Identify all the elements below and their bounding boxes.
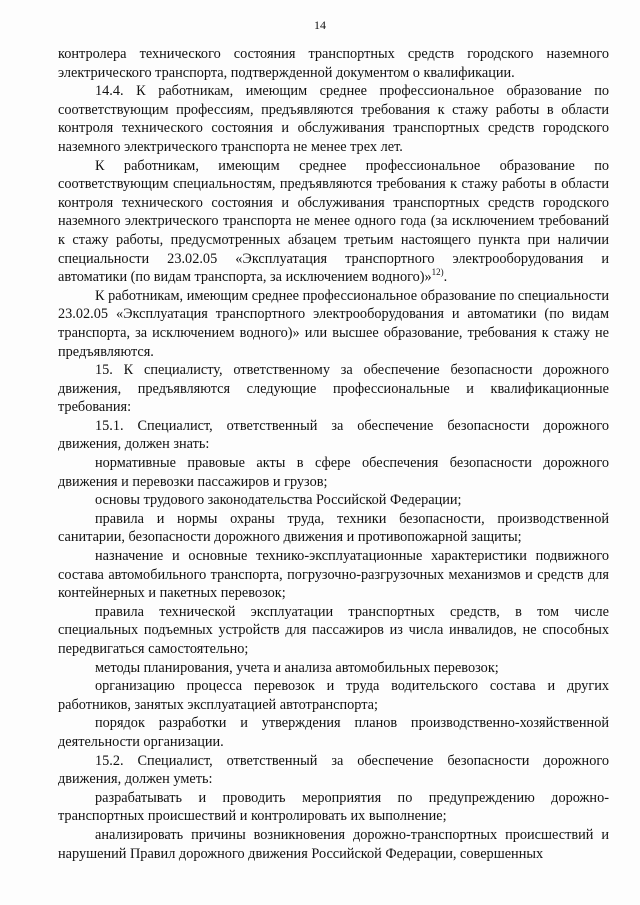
paragraph: контролера технического состояния транспортных средств городского наземного электрического транспорта, подтвержденной документом о квалификации. xyxy=(58,46,609,81)
paragraph: К работникам, имеющим среднее профессиональное образование по специальности 23.02.05 «Эксплуатация транспортного электрооборудования и автоматики (по видам транспорта, за исключением водного)» или высшее образование, требования к стажу не предъявляются. xyxy=(58,287,609,360)
list-item: правила технической эксплуатации транспортных средств, в том числе специальных подъемных устройств для пассажиров из числа инвалидов, не способных передвигаться самостоятельно; xyxy=(58,603,609,657)
list-item: нормативные правовые акты в сфере обеспечения безопасности дорожного движения и перевозки пассажиров и грузов; xyxy=(58,455,609,490)
page-number: 14 xyxy=(314,18,326,32)
footnote-reference: 12) xyxy=(431,267,444,278)
list-item: организацию процесса перевозок и труда водительского состава и других работников, занятых эксплуатацией автотранспорта; xyxy=(58,678,609,713)
document-body xyxy=(58,45,609,863)
list-item: основы трудового законодательства Российской Федерации; xyxy=(95,492,462,509)
paragraph: 14.4. К работникам, имеющим среднее профессиональное образование по соответствующим профессиям, предъявляются требования к стажу работы в области контроля технического состояния и обслуживания транспортных средств городского наземного электрического транспорта не менее трех лет. xyxy=(58,83,609,155)
list-item: правила и нормы охраны труда, техники безопасности, производственной санитарии, безопасности дорожного движения и противопожарной защиты; xyxy=(58,510,609,546)
list-item: порядок разработки и утверждения планов производственно-хозяйственной деятельности организации. xyxy=(58,715,609,750)
paragraph: 15. К специалисту, ответственному за обеспечение безопасности дорожного движения, предъявляются следующие профессиональные и квалификационные требования: xyxy=(58,362,609,416)
paragraph: 15.1. Специалист, ответственный за обеспечение безопасности дорожного движения, должен знать: xyxy=(58,417,609,453)
list-item: анализировать причины возникновения дорожно-транспортных происшествий и нарушений Правил дорожного движения Российской Федерации, совершенных xyxy=(58,826,609,862)
list-item: назначение и основные технико-эксплуатационные характеристики подвижного состава автомобильного транспорта, погрузочно-разгрузочных механизмов и средств для контейнерных и пакетных перевозок; xyxy=(58,548,609,602)
paragraph: 15.2. Специалист, ответственный за обеспечение безопасности дорожного движения, должен уметь: xyxy=(58,752,609,788)
list-item: разрабатывать и проводить мероприятия по предупреждению дорожно-транспортных происшествий и контролировать их выполнение; xyxy=(58,789,609,825)
paragraph: К работникам, имеющим среднее профессиональное образование по соответствующим специальностям, предъявляются требования к стажу работы в области контроля технического состояния и обслуживания транспортных средств городского наземного электрического транспорта не менее одного года (за исключением требований к стажу работы, предусмотренных абзацем третьим настоящего пункта при наличии специальности 23.02.05 «Эксплуатация транспортного электрооборудования и автоматики (по видам транспорта, за исключением водного)»$^{12)}$. xyxy=(58,157,609,286)
list-item: методы планирования, учета и анализа автомобильных перевозок; xyxy=(95,659,499,676)
